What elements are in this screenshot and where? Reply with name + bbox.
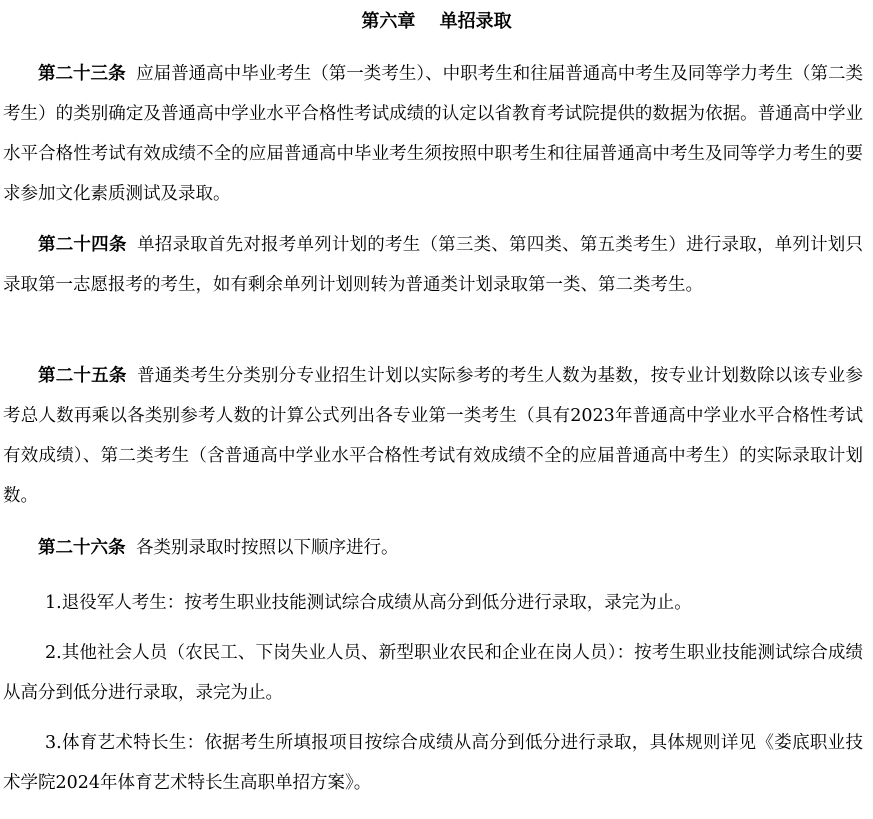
article-label: 第二十五条 [38, 366, 127, 386]
list-item: 1.退役军人考生：按考生职业技能测试综合成绩从高分到低分进行录取，录完为止。 [45, 593, 692, 613]
article-26 [3, 528, 863, 568]
article-label: 第二十三条 [38, 64, 126, 84]
article-23 [3, 54, 863, 214]
article-text: 普通类考生分类别分专业招生计划以实际参考的考生人数为基数，按专业计划数除以该专业参考总人数再乘以各类别参考人数的计算公式列出各专业第一类考生（具有2023年普通高中学业水平合格性考试有效成绩）、第二类考生（含普通高中学业水平合格性考试有效成绩不全的应届普通高中考生）的实际录取计划数。 [3, 366, 864, 506]
list-item: 3.体育艺术特长生：依据考生所填报项目按综合成绩从高分到低分进行录取，具体规则详见《娄底职业技术学院2024年体育艺术特长生高职单招方案》。 [3, 733, 863, 793]
article-25 [3, 356, 863, 516]
article-text: 单招录取首先对报考单列计划的考生（第三类、第四类、第五类考生）进行录取，单列计划只录取第一志愿报考的考生，如有剩余单列计划则转为普通类计划录取第一类、第二类考生。 [3, 235, 864, 295]
chapter-title: 第六章 单招录取 [361, 11, 512, 32]
article-label: 第二十六条 [38, 538, 126, 558]
article-text: 应届普通高中毕业考生（第一类考生）、中职考生和往届普通高中考生及同等学力考生（第二类考生）的类别确定及普通高中学业水平合格性考试成绩的认定以省教育考试院提供的数据为依据。普通高中学业水平合格性考试有效成绩不全的应届普通高中毕业考生须按照中职考生和往届普通高中考生及同等学力考生的要求参加文化素质测试及录取。 [3, 64, 864, 204]
article-24 [3, 225, 863, 305]
article-text: 各类别录取时按照以下顺序进行。 [136, 538, 399, 558]
article-label: 第二十四条 [38, 235, 127, 255]
list-item: 2.其他社会人员（农民工、下岗失业人员、新型职业农民和企业在岗人员）：按考生职业技能测试综合成绩从高分到低分进行录取，录完为止。 [3, 643, 863, 703]
